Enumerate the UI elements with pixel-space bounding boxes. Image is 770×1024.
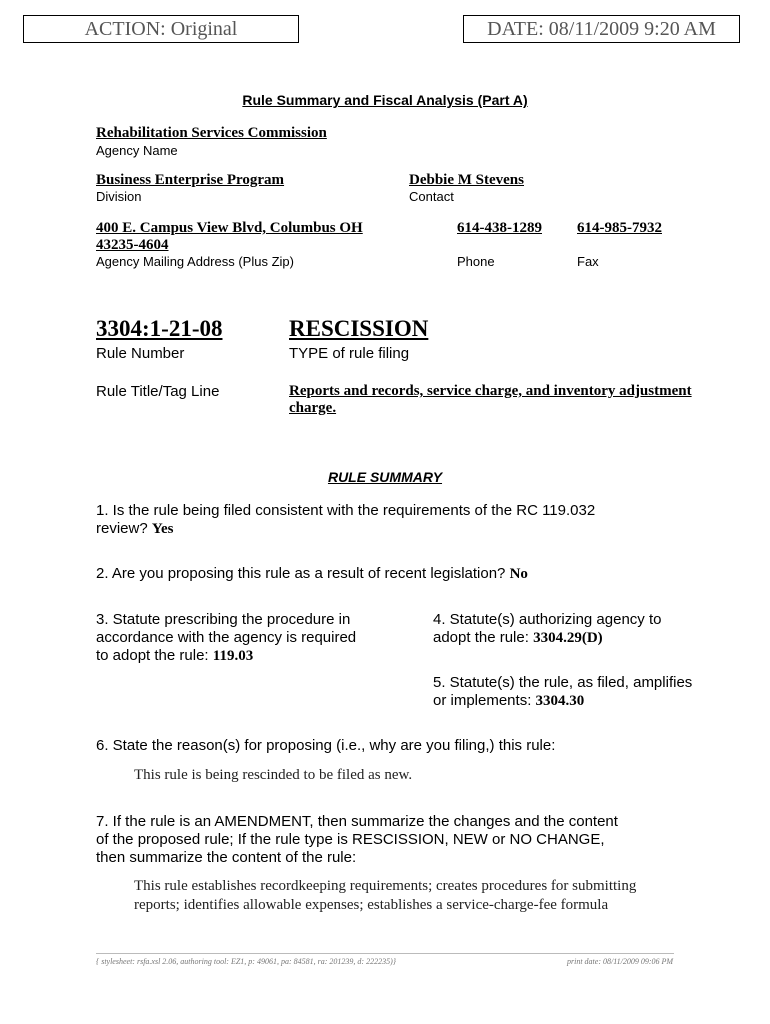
question-1 (96, 502, 696, 538)
question-6-answer: This rule is being rescinded to be filed as new. (134, 767, 413, 783)
action-box (23, 15, 299, 43)
question-4-answer: 3304.29(D) (533, 630, 603, 646)
phone-label: Phone (457, 254, 495, 269)
question-2-answer: No (509, 566, 528, 582)
question-4-line2-wrap (433, 629, 733, 647)
question-1-answer: Yes (151, 521, 174, 537)
agency-name: Rehabilitation Services Commission (96, 125, 327, 141)
date-label: DATE: 08/11/2009 9:20 AM (487, 18, 716, 40)
question-7-answer (134, 877, 754, 915)
question-7-answer-line1: This rule establishes recordkeeping requirements; creates procedures for submitting (134, 878, 637, 894)
address-line2: 43235-4604 (96, 237, 169, 253)
footer-stylesheet-info: { stylesheet: rsfa.xsl 2.06, authoring tool: EZ1, p: 49061, pa: 84581, ra: 201239, d: 222235)} (96, 957, 396, 966)
division-label: Division (96, 189, 142, 204)
fax-number: 614-985-7932 (577, 220, 662, 236)
footer-divider (96, 953, 674, 954)
rule-title-line2: charge. (289, 400, 337, 416)
phone-number: 614-438-1289 (457, 220, 542, 236)
question-4 (433, 611, 733, 647)
contact-name: Debbie M Stevens (409, 172, 524, 188)
question-6: 6. State the reason(s) for proposing (i.e., why are you filing,) this rule: (96, 737, 556, 754)
footer-print-date: print date: 08/11/2009 09:06 PM (567, 957, 674, 966)
question-2 (96, 565, 696, 583)
question-5 (433, 674, 733, 710)
question-5-answer: 3304.30 (535, 693, 585, 709)
rule-title-label: Rule Title/Tag Line (96, 383, 220, 400)
question-3-line2: accordance with the agency is required (96, 629, 357, 646)
question-1-line2: review? (96, 520, 148, 537)
question-4-line1: 4. Statute(s) authorizing agency to (433, 611, 662, 628)
question-5-line2: or implements: (433, 692, 532, 709)
agency-name-label: Agency Name (96, 143, 178, 158)
rule-type-label: TYPE of rule filing (289, 345, 410, 362)
question-3 (96, 611, 416, 665)
question-3-line3: to adopt the rule: (96, 647, 209, 664)
action-label: ACTION: Original (84, 18, 238, 40)
question-2-text: 2. Are you proposing this rule as a result of recent legislation? (96, 565, 506, 582)
page-title: Rule Summary and Fiscal Analysis (Part A) (242, 92, 528, 108)
rule-number: 3304:1-21-08 (96, 316, 223, 341)
question-7-line1: 7. If the rule is an AMENDMENT, then summarize the changes and the content (96, 813, 618, 830)
rule-number-label: Rule Number (96, 345, 185, 362)
question-7 (96, 813, 716, 867)
date-box (463, 15, 740, 43)
question-5-line1: 5. Statute(s) the rule, as filed, amplifies (433, 674, 693, 691)
question-7-line3: then summarize the content of the rule: (96, 849, 357, 866)
question-1-line1: 1. Is the rule being filed consistent with the requirements of the RC 119.032 (96, 502, 596, 519)
question-5-line2-wrap (433, 692, 733, 710)
fax-label: Fax (577, 254, 599, 269)
question-3-answer: 119.03 (212, 648, 254, 664)
question-3-line1: 3. Statute prescribing the procedure in (96, 611, 351, 628)
question-1-line2-wrap (96, 520, 696, 538)
question-7-line2: of the proposed rule; If the rule type is RESCISSION, NEW or NO CHANGE, (96, 831, 605, 848)
rule-summary-heading: RULE SUMMARY (327, 469, 443, 485)
rule-title-line1: Reports and records, service charge, and inventory adjustment (289, 383, 692, 399)
question-7-answer-line2: reports; identifies allowable expenses; establishes a service-charge-fee formula (134, 897, 609, 913)
rule-type: RESCISSION (289, 316, 429, 341)
division-name: Business Enterprise Program (96, 172, 285, 188)
address-label: Agency Mailing Address (Plus Zip) (96, 254, 294, 269)
contact-label: Contact (409, 189, 454, 204)
address-line1: 400 E. Campus View Blvd, Columbus OH (96, 220, 363, 236)
question-4-line2: adopt the rule: (433, 629, 529, 646)
question-3-line3-wrap (96, 647, 416, 665)
